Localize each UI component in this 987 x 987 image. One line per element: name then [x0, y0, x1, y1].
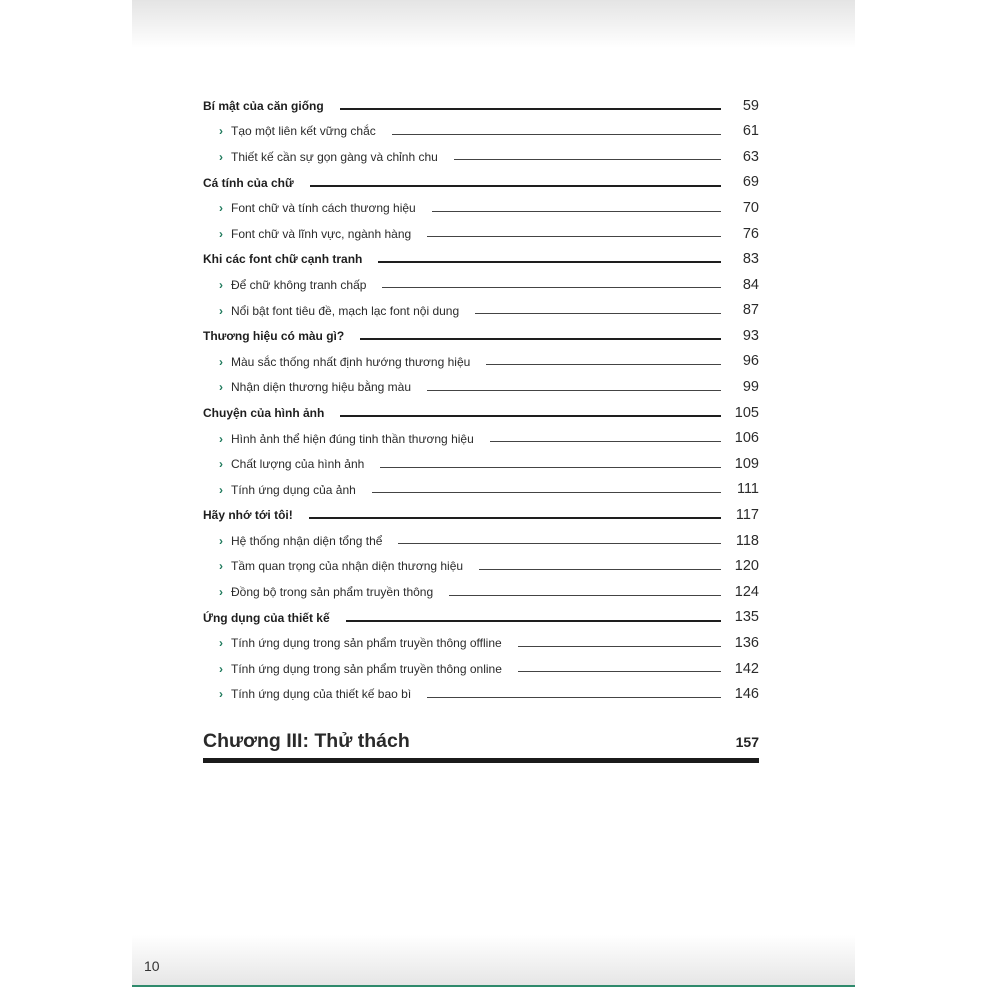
toc-entry-text: Thiết kế cần sự gọn gàng và chỉnh chu: [231, 149, 438, 164]
toc-entry-title: [203, 279, 382, 291]
toc-entry-title: [203, 586, 449, 598]
toc-entry-text: Tính ứng dụng của ảnh: [231, 482, 356, 497]
toc-entry-title: [203, 202, 432, 214]
chevron-right-icon: ›: [219, 482, 223, 497]
toc-leader-line: [346, 620, 721, 622]
toc-entry-text: Đồng bộ trong sản phẩm truyền thông: [231, 585, 434, 600]
toc-leader-line: [340, 415, 721, 417]
toc-leader-line: [380, 467, 721, 468]
toc-page-number: 120: [734, 558, 759, 575]
chevron-right-icon: ›: [219, 303, 223, 318]
toc-entry-title: [203, 637, 518, 649]
chevron-right-icon: ›: [219, 277, 223, 292]
toc-entry-text: Thương hiệu có màu gì?: [203, 329, 345, 344]
toc-subsection-entry: [203, 656, 759, 682]
toc-page-number: 96: [742, 353, 759, 370]
toc-entry-text: Tính ứng dụng của thiết kế bao bì: [231, 687, 412, 702]
toc-entry-text: Cá tính của chữ: [203, 175, 294, 190]
toc-entry-title: [203, 228, 427, 240]
toc-subsection-entry: [203, 579, 759, 605]
toc-page-number: 61: [742, 123, 759, 140]
toc-section-entry: [203, 400, 759, 426]
toc-entry-text: Hệ thống nhận diện tổng thể: [231, 533, 383, 548]
toc-leader-line: [432, 211, 721, 212]
toc-entry-text: Để chữ không tranh chấp: [231, 277, 367, 292]
toc-page-number: 93: [742, 327, 759, 344]
toc-page-number: 59: [742, 97, 759, 114]
toc-leader-line: [479, 569, 721, 570]
chevron-right-icon: ›: [219, 661, 223, 676]
toc-page-number: 105: [734, 404, 759, 421]
toc-section-entry: [203, 247, 759, 273]
toc-entry-title: [203, 100, 340, 112]
toc-subsection-entry: [203, 451, 759, 477]
toc-page-number: 109: [734, 455, 759, 472]
chevron-right-icon: ›: [219, 457, 223, 472]
chevron-right-icon: ›: [219, 533, 223, 548]
toc-section-entry: [203, 503, 759, 529]
toc-page-number: 63: [742, 148, 759, 165]
toc-entry-title: [203, 253, 378, 265]
toc-page-number: 117: [735, 507, 759, 524]
chapter-title: Chương III: Thử thách: [203, 730, 410, 752]
toc-entry-text: Tầm quan trọng của nhận diện thương hiệu: [231, 559, 464, 574]
toc-leader-line: [310, 185, 721, 187]
toc-page-number: 135: [734, 609, 759, 626]
toc-leader-line: [309, 517, 721, 519]
chevron-right-icon: ›: [219, 585, 223, 600]
toc-entry-text: Font chữ và lĩnh vực, ngành hàng: [231, 226, 412, 241]
toc-subsection-entry: [203, 272, 759, 298]
toc-leader-line: [340, 108, 721, 110]
toc-page-number: 146: [734, 686, 759, 703]
toc-entry-title: [203, 407, 340, 419]
toc-entry-text: Chất lượng của hình ảnh: [231, 457, 365, 472]
toc-entry-text: Font chữ và tính cách thương hiệu: [231, 201, 416, 216]
toc-leader-line: [449, 595, 721, 596]
toc-entry-title: [203, 151, 454, 163]
toc-subsection-entry: [203, 195, 759, 221]
toc-entry-title: [203, 484, 372, 496]
toc-page-number: 87: [742, 302, 759, 319]
toc-entry-text: Tính ứng dụng trong sản phẩm truyền thông offline: [231, 636, 502, 651]
chevron-right-icon: ›: [219, 354, 223, 369]
toc-leader-line: [392, 134, 721, 135]
toc-leader-line: [518, 671, 721, 672]
toc-subsection-entry: [203, 477, 759, 503]
toc-entry-text: Chuyện của hình ảnh: [203, 405, 325, 420]
toc-subsection-entry: [203, 426, 759, 452]
chevron-right-icon: ›: [219, 226, 223, 241]
toc-entry-title: [203, 458, 380, 470]
toc-leader-line: [518, 646, 721, 647]
toc-subsection-entry: [203, 349, 759, 375]
toc-section-entry: [203, 323, 759, 349]
page-top-shadow: [132, 0, 855, 48]
toc-leader-line: [398, 543, 721, 544]
toc-entry-title: [203, 535, 398, 547]
toc-entry-text: Tạo một liên kết vững chắc: [231, 124, 376, 139]
chevron-right-icon: ›: [219, 431, 223, 446]
toc-page-number: 69: [742, 174, 759, 191]
toc-entry-title: [203, 612, 346, 624]
toc-subsection-entry: [203, 144, 759, 170]
toc-entry-title: [203, 356, 486, 368]
toc-entry-text: Tính ứng dụng trong sản phẩm truyền thông online: [231, 661, 502, 676]
book-page: [132, 0, 855, 987]
toc-section-entry: [203, 605, 759, 631]
toc-page-number: 84: [742, 276, 759, 293]
toc-leader-line: [475, 313, 721, 314]
chevron-right-icon: ›: [219, 201, 223, 216]
toc-page-number: 99: [742, 379, 759, 396]
toc-subsection-entry: [203, 682, 759, 708]
table-of-contents: [203, 93, 759, 707]
page-bottom-shadow: [132, 935, 855, 987]
toc-entry-title: [203, 330, 360, 342]
toc-entry-text: Bí mật của căn giống: [203, 98, 324, 113]
toc-page-number: 106: [734, 430, 759, 447]
toc-subsection-entry: [203, 375, 759, 401]
toc-page-number: 136: [734, 635, 759, 652]
chapter-rule: [203, 758, 759, 763]
toc-leader-line: [427, 697, 721, 698]
toc-subsection-entry: [203, 630, 759, 656]
toc-page-number: 83: [742, 251, 759, 268]
toc-leader-line: [360, 338, 721, 340]
toc-page-number: 124: [734, 583, 759, 600]
toc-subsection-entry: [203, 298, 759, 324]
toc-subsection-entry: [203, 554, 759, 580]
toc-entry-text: Hãy nhớ tới tôi!: [203, 508, 293, 523]
toc-section-entry: [203, 170, 759, 196]
chapter-heading: [203, 730, 759, 753]
toc-subsection-entry: [203, 119, 759, 145]
toc-entry-title: [203, 381, 427, 393]
toc-entry-text: Khi các font chữ cạnh tranh: [203, 252, 363, 267]
chapter-page-number: 157: [735, 733, 759, 750]
toc-entry-title: [203, 177, 310, 189]
chevron-right-icon: ›: [219, 687, 223, 702]
toc-entry-text: Nổi bật font tiêu đề, mạch lạc font nội dung: [231, 303, 460, 318]
toc-leader-line: [382, 287, 721, 288]
toc-leader-line: [454, 159, 721, 160]
toc-entry-text: Nhận diện thương hiệu bằng màu: [231, 380, 412, 395]
toc-page-number: 111: [736, 481, 759, 498]
chevron-right-icon: ›: [219, 636, 223, 651]
toc-subsection-entry: [203, 221, 759, 247]
toc-entry-title: [203, 305, 475, 317]
toc-section-entry: [203, 93, 759, 119]
toc-leader-line: [490, 441, 721, 442]
toc-entry-text: Hình ảnh thể hiện đúng tinh thần thương hiệu: [231, 431, 474, 446]
toc-entry-title: [203, 125, 392, 137]
toc-page-number: 142: [734, 660, 759, 677]
toc-entry-title: [203, 560, 479, 572]
toc-entry-text: Ứng dụng của thiết kế: [203, 610, 330, 625]
toc-entry-title: [203, 509, 309, 521]
toc-entry-text: Màu sắc thống nhất định hướng thương hiệu: [231, 354, 471, 369]
toc-leader-line: [486, 364, 721, 365]
toc-subsection-entry: [203, 528, 759, 554]
chevron-right-icon: ›: [219, 149, 223, 164]
toc-leader-line: [378, 261, 721, 263]
toc-leader-line: [427, 390, 721, 391]
chevron-right-icon: ›: [219, 559, 223, 574]
toc-leader-line: [427, 236, 721, 237]
toc-page-number: 76: [742, 225, 759, 242]
chevron-right-icon: ›: [219, 124, 223, 139]
toc-entry-title: [203, 663, 518, 675]
toc-entry-title: [203, 688, 427, 700]
toc-page-number: 70: [742, 199, 759, 216]
toc-page-number: 118: [735, 532, 759, 549]
toc-leader-line: [372, 492, 721, 493]
chevron-right-icon: ›: [219, 380, 223, 395]
toc-entry-title: [203, 433, 490, 445]
page-number: 10: [144, 958, 160, 974]
